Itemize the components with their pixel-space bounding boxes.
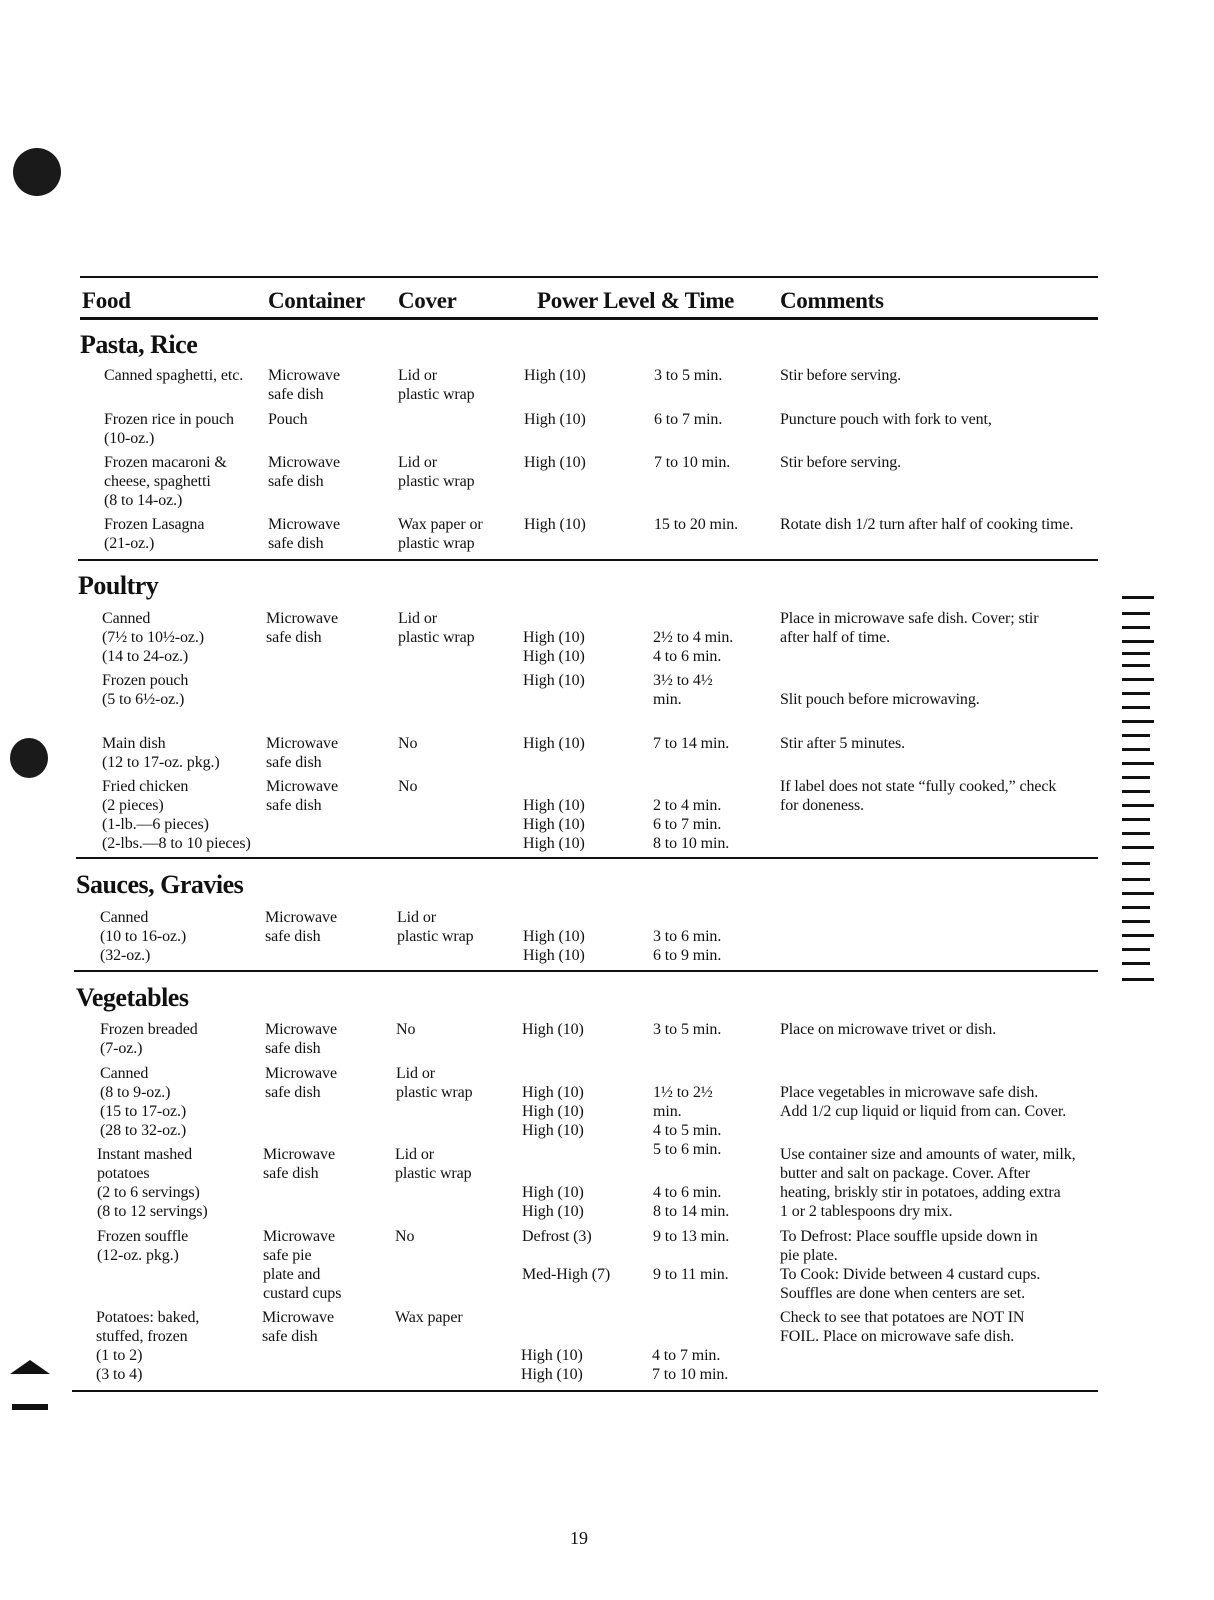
edge-tab-mark <box>1122 846 1154 849</box>
poultry-row2-power: High (10) <box>523 672 585 689</box>
pasta-row1-container: Microwave safe dish <box>268 367 340 403</box>
veg-row5-container: Microwave safe dish <box>262 1309 334 1345</box>
section-title-vegetables: Vegetables <box>76 983 189 1012</box>
rule-after-pasta <box>78 559 1098 561</box>
pasta-row2-time: 6 to 7 min. <box>654 411 723 428</box>
edge-tab-mark <box>1122 612 1150 615</box>
edge-tab-mark <box>1122 862 1150 865</box>
veg-row4-time: 9 to 13 min. 9 to 11 min. <box>653 1228 730 1283</box>
veg-row5-food: Potatoes: baked, stuffed, frozen (1 to 2) (3 to 4) <box>96 1309 200 1383</box>
pasta-row1-time: 3 to 5 min. <box>654 367 723 384</box>
edge-tab-mark <box>1122 818 1150 821</box>
poultry-row4-time: 2 to 4 min. 6 to 7 min. 8 to 10 min. <box>653 797 730 852</box>
edge-tab-mark <box>1122 596 1154 599</box>
poultry-row4-power: High (10) High (10) High (10) <box>523 797 585 852</box>
veg-row1-food: Frozen breaded (7-oz.) <box>100 1021 198 1057</box>
rule-after-poultry <box>76 857 1098 859</box>
edge-tab-mark <box>1122 934 1154 937</box>
poultry-row2-comment: Slit pouch before microwaving. <box>780 691 980 708</box>
veg-row1-time: 3 to 5 min. <box>653 1021 722 1038</box>
edge-tab-mark <box>1122 776 1150 779</box>
edge-tab-mark <box>1122 706 1150 709</box>
pasta-row2-food: Frozen rice in pouch (10-oz.) <box>104 411 234 447</box>
section-title-pasta-rice: Pasta, Rice <box>80 330 198 359</box>
edge-tab-mark <box>1122 664 1150 667</box>
pasta-row1-food: Canned spaghetti, etc. <box>104 367 244 384</box>
pasta-row1-comment: Stir before serving. <box>780 367 902 384</box>
veg-row5-time: 4 to 7 min. 7 to 10 min. <box>652 1347 729 1383</box>
sauces-row1-time: 3 to 6 min. 6 to 9 min. <box>653 928 722 964</box>
edge-tab-mark <box>1122 626 1150 629</box>
veg-row1-cover: No <box>396 1021 416 1038</box>
header-power-level-time: Power Level & Time <box>537 288 735 313</box>
poultry-row3-cover: No <box>398 735 418 752</box>
edge-tab-mark <box>1122 962 1150 965</box>
sauces-row1-food: Canned (10 to 16-oz.) (32-oz.) <box>100 909 187 964</box>
pasta-row3-container: Microwave safe dish <box>268 454 340 490</box>
veg-row3-time: 4 to 6 min. 8 to 14 min. <box>653 1184 730 1220</box>
veg-row4-comment: To Defrost: Place souffle upside down in pie plate. To Cook: Divide between 4 custard cups. Souffles are done when centers are set. <box>780 1228 1041 1302</box>
poultry-row3-food: Main dish (12 to 17-oz. pkg.) <box>102 735 220 771</box>
edge-tab-mark <box>1122 804 1154 807</box>
veg-row3-cover: Lid or plastic wrap <box>395 1146 472 1182</box>
veg-row2-time: 1½ to 2½ min. 4 to 5 min. 5 to 6 min. <box>653 1084 722 1158</box>
sauces-row1-container: Microwave safe dish <box>265 909 337 945</box>
veg-row3-comment: Use container size and amounts of water, milk, butter and salt on package. Cover. After heating, briskly stir in potatoes, adding extra 1 or 2 tablespoons dry mix. <box>780 1146 1076 1220</box>
veg-row2-power: High (10) High (10) High (10) <box>522 1084 584 1139</box>
poultry-row4-cover: No <box>398 778 418 795</box>
edge-tab-mark <box>1122 652 1150 655</box>
edge-tab-mark <box>1122 878 1150 881</box>
veg-row5-power: High (10) High (10) <box>521 1347 583 1383</box>
poultry-row3-comment: Stir after 5 minutes. <box>780 735 905 752</box>
veg-row1-comment: Place on microwave trivet or dish. <box>780 1021 997 1038</box>
poultry-row3-container: Microwave safe dish <box>266 735 338 771</box>
veg-row5-cover: Wax paper <box>395 1309 463 1326</box>
pasta-row3-time: 7 to 10 min. <box>654 454 731 471</box>
header-comments: Comments <box>780 288 884 313</box>
rule-after-sauces <box>74 970 1098 972</box>
edge-tab-mark <box>1122 692 1150 695</box>
pasta-row4-container: Microwave safe dish <box>268 516 340 552</box>
veg-row1-power: High (10) <box>522 1021 584 1038</box>
edge-tab-mark <box>1122 748 1150 751</box>
sauces-row1-power: High (10) High (10) <box>523 928 585 964</box>
header-cover: Cover <box>398 288 457 313</box>
poultry-row3-time: 7 to 14 min. <box>653 735 730 752</box>
poultry-row1-power: High (10) High (10) <box>523 629 585 665</box>
poultry-row1-food: Canned (7½ to 10½-oz.) (14 to 24-oz.) <box>102 610 205 665</box>
edge-tab-mark <box>1122 832 1150 835</box>
poultry-row2-food: Frozen pouch (5 to 6½-oz.) <box>102 672 189 708</box>
veg-row2-container: Microwave safe dish <box>265 1065 337 1101</box>
veg-row4-cover: No <box>395 1228 415 1245</box>
edge-tab-mark <box>1122 720 1154 723</box>
pasta-row2-comment: Puncture pouch with fork to vent, <box>780 411 992 428</box>
binder-mark-bottom <box>10 1360 50 1374</box>
section-title-sauces-gravies: Sauces, Gravies <box>76 870 244 899</box>
edge-tab-mark <box>1122 920 1150 923</box>
poultry-row1-time: 2½ to 4 min. 4 to 6 min. <box>653 629 734 665</box>
pasta-row2-power: High (10) <box>524 411 586 428</box>
section-title-poultry: Poultry <box>78 571 159 600</box>
veg-row2-comment: Place vegetables in microwave safe dish. Add 1/2 cup liquid or liquid from can. Cover. <box>780 1084 1067 1120</box>
poultry-row4-food: Fried chicken (2 pieces) (1-lb.—6 pieces) (2-lbs.—8 to 10 pieces) <box>102 778 251 852</box>
pasta-row1-power: High (10) <box>524 367 586 384</box>
pasta-row4-time: 15 to 20 min. <box>654 516 739 533</box>
veg-row4-food: Frozen souffle (12-oz. pkg.) <box>97 1228 189 1264</box>
pasta-row2-container: Pouch <box>268 411 308 428</box>
binder-mark-bottom-2 <box>12 1404 48 1410</box>
pasta-row4-food: Frozen Lasagna (21-oz.) <box>104 516 205 552</box>
poultry-row4-comment: If label does not state “fully cooked,” check for doneness. <box>780 778 1057 814</box>
pasta-row4-power: High (10) <box>524 516 586 533</box>
poultry-row1-container: Microwave safe dish <box>266 610 338 646</box>
top-rule <box>80 276 1098 278</box>
edge-tab-mark <box>1122 978 1154 981</box>
header-food: Food <box>82 288 131 313</box>
pasta-row3-comment: Stir before serving. <box>780 454 902 471</box>
veg-row3-power: High (10) High (10) <box>522 1184 584 1220</box>
binder-hole-top <box>13 148 61 196</box>
edge-tab-mark <box>1122 678 1154 681</box>
poultry-row1-cover: Lid or plastic wrap <box>398 610 475 646</box>
header-rule <box>80 317 1098 320</box>
pasta-row3-power: High (10) <box>524 454 586 471</box>
edge-tab-mark <box>1122 790 1150 793</box>
pasta-row4-cover: Wax paper or plastic wrap <box>398 516 483 552</box>
page-number: 19 <box>570 1528 588 1548</box>
bottom-rule <box>72 1390 1098 1392</box>
pasta-row4-comment: Rotate dish 1/2 turn after half of cooking time. <box>780 516 1074 533</box>
header-container: Container <box>268 288 365 313</box>
pasta-row3-food: Frozen macaroni & cheese, spaghetti (8 to 14-oz.) <box>104 454 227 509</box>
poultry-row4-container: Microwave safe dish <box>266 778 338 814</box>
edge-tab-mark <box>1122 762 1154 765</box>
veg-row2-cover: Lid or plastic wrap <box>396 1065 473 1101</box>
edge-tab-mark <box>1122 734 1150 737</box>
edge-tab-mark <box>1122 892 1154 895</box>
veg-row4-power: Defrost (3) Med-High (7) <box>522 1228 611 1283</box>
binder-hole-middle <box>10 738 48 778</box>
poultry-row3-power: High (10) <box>523 735 585 752</box>
veg-row3-food: Instant mashed potatoes (2 to 6 servings) (8 to 12 servings) <box>97 1146 208 1220</box>
veg-row5-comment: Check to see that potatoes are NOT IN FOIL. Place on microwave safe dish. <box>780 1309 1025 1345</box>
poultry-row1-comment: Place in microwave safe dish. Cover; stir after half of time. <box>780 610 1039 646</box>
veg-row1-container: Microwave safe dish <box>265 1021 337 1057</box>
pasta-row1-cover: Lid or plastic wrap <box>398 367 475 403</box>
sauces-row1-cover: Lid or plastic wrap <box>397 909 474 945</box>
veg-row2-food: Canned (8 to 9-oz.) (15 to 17-oz.) (28 to 32-oz.) <box>100 1065 187 1139</box>
veg-row3-container: Microwave safe dish <box>263 1146 335 1182</box>
edge-tab-mark <box>1122 640 1154 643</box>
poultry-row2-time: 3½ to 4½ min. <box>653 672 713 708</box>
veg-row4-container: Microwave safe pie plate and custard cups <box>263 1228 342 1302</box>
edge-tab-mark <box>1122 906 1150 909</box>
edge-tab-mark <box>1122 948 1150 951</box>
pasta-row3-cover: Lid or plastic wrap <box>398 454 475 490</box>
